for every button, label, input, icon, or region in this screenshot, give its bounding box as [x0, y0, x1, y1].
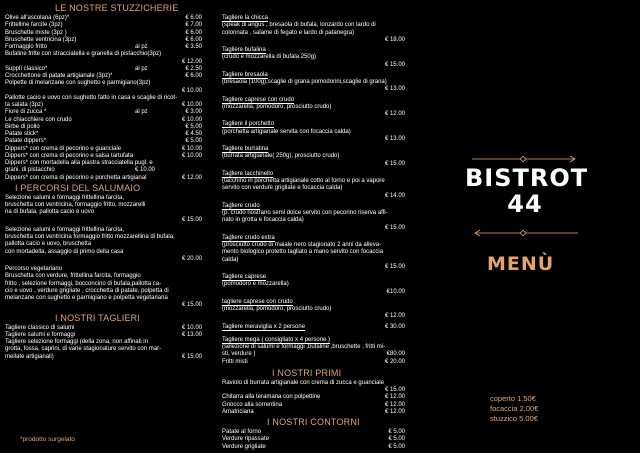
formaggi-line-text: grotta, fossa, caprini, di varie stagionature servito con mar- [5, 346, 162, 353]
menu-item [5, 146, 202, 153]
section-title-primi: I NOSTRI PRIMI [272, 367, 342, 378]
menu-item [222, 436, 405, 443]
menu-item [222, 402, 405, 409]
item-name: Frittelline farcite (3pz) [5, 22, 63, 29]
tagliere-price [222, 225, 405, 232]
tagliere-desc-text: (porchetta artigianale servita con focaccia calda) [222, 128, 351, 135]
tagliere-desc [222, 217, 405, 224]
tagliere-price [222, 86, 405, 93]
menu-item [5, 95, 202, 102]
item-price: € 15.00 [384, 160, 405, 167]
item-price: € 13.00 [384, 86, 405, 93]
item-unit: € 10.00 [135, 167, 156, 174]
section-title-taglieri: I NOSTRI TAGLIERI [55, 312, 141, 323]
item-name: Dippers* con crema di pecorino e salsa tartufata [5, 152, 134, 159]
item-price: € 10.00 [181, 324, 202, 331]
taglieri-list [5, 325, 202, 340]
mega-desc [222, 351, 405, 358]
salumaio-line-text: bruschetta con ventricina formaggio fritto mozzarellina di bufala, [5, 234, 175, 240]
arrow-ornament-bottom-icon [470, 229, 580, 237]
item-price: € 30.00 [384, 323, 405, 330]
salumaio-line [5, 266, 202, 273]
menu-column-left [5, 0, 202, 361]
salumaio-line [5, 195, 202, 202]
tagliere-desc [222, 22, 405, 29]
item-price: € 5.00 [388, 436, 405, 443]
menu-column-right [222, 0, 405, 451]
tagliere-desc [222, 129, 405, 136]
formaggi-line-text: mellate artigianali) [5, 353, 54, 360]
tagliere-desc [222, 178, 405, 185]
tagliere-title [222, 146, 405, 153]
tagliere-title [222, 121, 405, 128]
salumaio-block-3 [5, 266, 202, 310]
item-name: Verdure grigliate [222, 443, 266, 450]
menu-item [5, 124, 202, 131]
stuzzicherie-list [5, 15, 202, 182]
item-name: Gnocco alla sorrentina [222, 401, 283, 408]
item-name: Raviolo di burrata artigianale con crema di zucca e guanciale [222, 379, 385, 386]
menu-item [5, 117, 202, 124]
tagliere-desc-text: calda) [222, 256, 239, 263]
tagliere-desc-text: (speak di angus , bresaola di bufala, lonzardo con lardo di [222, 22, 376, 29]
item-price: € 12.00 [384, 401, 405, 408]
item-name: Bruschette ventricina (3pz) [5, 36, 77, 43]
salumaio-line-text: na di bufala, pallotta cacio e uovo [5, 209, 95, 216]
salumaio-block-2 [5, 227, 202, 263]
tagliere-desc-text: colonnata , salame di fegato e lardo di patanegra) [222, 29, 355, 36]
tagliere-title [222, 203, 405, 210]
tagliere-price [222, 161, 405, 168]
section-title-salumaio: I PERCORSI DEL SALUMAIO [15, 182, 141, 193]
salumaio-line-text: Selezione salumi e formaggi frittellina farcita, [5, 194, 125, 201]
tagliere-desc [222, 104, 405, 111]
tagliere-desc-text: (crudo e mozzarella di bufala 250g) [222, 54, 317, 61]
tagliere-price [222, 62, 405, 69]
item-price: € 6.00 [185, 15, 202, 21]
tagliere-price [222, 136, 405, 143]
item-name: Tagliere classico di salumi [5, 324, 75, 331]
menu-item [5, 22, 202, 29]
item-name: Le chiacchiere con crudo [5, 116, 72, 123]
item-price: € 12.00 [384, 313, 405, 320]
salumaio-line-text: fritto , selezione formaggi, bocconcino di bufala,pallotta ca- [5, 280, 162, 287]
tagliere-desc [222, 210, 405, 217]
salumaio-line [5, 249, 202, 256]
taglieri-right-list [222, 15, 405, 334]
salumaio-line [5, 288, 202, 295]
item-unit: al pz [135, 109, 148, 116]
item-price: € 10.00 [181, 102, 202, 108]
item-name: grani. di pistacchio [5, 167, 55, 174]
item-price: € 15.00 [384, 61, 405, 68]
tagliere-title [222, 235, 405, 242]
item-name: Dippers* con crema di pecorino e guanciale [5, 145, 122, 152]
item-price: € 14.00 [384, 192, 405, 199]
extra-focaccia: focaccia 2.00€ [490, 404, 539, 413]
menu-item [222, 387, 405, 394]
tagliere-title [222, 171, 405, 178]
tagliere-desc [222, 30, 405, 37]
tagliere-title-text: Tagliere bresaola [222, 71, 268, 78]
item-price: € 15.00 [384, 263, 405, 270]
mega-desc [222, 344, 405, 351]
menu-item [5, 51, 202, 58]
tagliere-desc-text: mento biologico protetto tagliato a mano servito con focaccia [222, 249, 384, 256]
salumaio-line-text: con mortadella, assaggio di primo della casa [5, 248, 124, 255]
item-name: Formaggio fritto [5, 44, 48, 50]
item-name: Pallotte cacio e uovo con sughetto fatto in casa e scaglie di ricot- [5, 94, 178, 101]
tagliere-title-text: Tagliere la chicca [222, 15, 269, 21]
brand-name: BISTROT [465, 164, 589, 192]
tagliere-desc [222, 153, 405, 160]
item-name: Fritti misti [222, 358, 248, 365]
tagliere-title [222, 47, 405, 54]
item-price: € 13.00 [181, 331, 202, 338]
item-price: € 3.00 [185, 109, 202, 116]
salumaio-block-1 [5, 195, 202, 224]
item-name: Patate stick* [5, 131, 39, 137]
salumaio-line [5, 281, 202, 288]
tagliere-price [222, 264, 405, 271]
item-name: Dippers* con crema di pecorino e porchetta artigianal [5, 174, 147, 181]
item-name: Bufaline fritte con stracciatella e granella di pistacchio(3pz) [5, 51, 162, 58]
mega-desc-text: (selezione di salumi e formaggi ,bufaline ,bruschette , fritti mi- [222, 344, 386, 350]
item-name: Bruschette miste (3pz ) [5, 29, 67, 36]
item-unit: al pz [135, 44, 148, 50]
item-name: Amatriciana [222, 408, 254, 415]
tagliere-desc [222, 257, 405, 264]
tagliere-title [222, 72, 405, 79]
tagliere-desc [222, 242, 405, 249]
item-price: € 10.00 [181, 152, 202, 159]
item-name: Dippers* con mortadella alla piastra stracciatella pugl. e [5, 160, 153, 166]
formaggi-line [5, 354, 202, 361]
mega-desc-text: sti, verdure ) [222, 351, 256, 358]
salumaio-line-text: Percorso vegetariano [5, 266, 63, 272]
item-price: € 12.00 [384, 408, 405, 415]
menu-item [5, 59, 202, 66]
tagliere-title [222, 299, 405, 306]
salumaio-line-text: Selezione salumi e formaggi frittellina farcita, [5, 226, 125, 233]
item-name: Supplì classico* [5, 65, 48, 72]
tagliere-desc-text: (pomodoro e mozzarella) [222, 281, 289, 288]
mega-title-text: Tagliere mega ( consigliato x 4 persone ) [222, 336, 331, 343]
menu-item [222, 394, 405, 401]
tagliere-desc [222, 306, 405, 313]
menu-item [5, 66, 202, 73]
menu-item [5, 167, 202, 174]
tagliere-title-text: Tagliere caprese con crudo [222, 96, 295, 103]
tagliere-desc-text: (mozzarella, pomodoro, prosciutto crudo) [222, 306, 332, 312]
menu-item [222, 409, 405, 416]
tagliere-desc-text: (burrata artigianale( 250g), prosciutto crudo) [222, 153, 340, 160]
menu-item [222, 444, 405, 451]
formaggi-line-text: Tagliere selezione formaggi (della zona, non affinati in [5, 339, 148, 345]
tagliere-desc-text: (mozzarella, pomodoro, prosciutto crudo) [222, 103, 332, 110]
tagliere-title [222, 97, 405, 104]
menu-item [5, 153, 202, 160]
salumaio-line [5, 209, 202, 216]
tagliere-price [222, 111, 405, 118]
menu-item [5, 138, 202, 145]
tagliere-title [222, 15, 405, 22]
tagliere-price [222, 193, 405, 200]
tagliere-formaggi-block [5, 339, 202, 361]
item-price: € 10.00 [181, 145, 202, 152]
salumaio-line-text: melanzane con sughetto e parmigiano e polpetta vegetariana [5, 295, 168, 301]
item-price: €80.00 [386, 351, 405, 358]
item-name: Crocchettone di patate artigianale (3pz)* [5, 73, 113, 79]
tagliere-title [222, 274, 405, 281]
item-name: Olive all'ascolana (6pz)* [5, 15, 70, 21]
tagliere-desc [222, 79, 405, 86]
menu-item [222, 429, 405, 436]
salumaio-price [5, 302, 202, 309]
menu-title: MENÙ [487, 253, 555, 275]
salumaio-line-text: pallotta cacio e uovo, bruschetta [5, 241, 92, 248]
tagliere-price [222, 313, 405, 320]
menu-item [5, 102, 202, 109]
extra-coperto: coperto 1.50€ [490, 394, 536, 403]
item-price: € 2.50 [185, 65, 202, 72]
tagliere-title-text: Tagliere burratina [222, 146, 269, 152]
menu-item [5, 73, 202, 80]
tagliere-desc-text: servito con verdure grigliate e focaccia calda) [222, 185, 343, 192]
tagliere-desc-text: (prosciutto crudo di maiale nero stagionato 2 anni da alleva- [222, 242, 382, 248]
item-name: Birbe di pollo [5, 123, 40, 130]
menu-item [5, 37, 202, 44]
item-price: € 13.00 [384, 135, 405, 142]
item-unit: al pz [135, 65, 148, 72]
tagliere-desc [222, 185, 405, 192]
salumaio-line [5, 273, 202, 280]
menu-item [5, 15, 202, 22]
item-price: € 5.00 [388, 443, 405, 450]
formaggi-line [5, 339, 202, 346]
item-price: € 20.00 [384, 358, 405, 365]
item-name: ta salata (3pz) [5, 102, 44, 108]
item-price: € 10.00 [181, 87, 202, 94]
tagliere-price [222, 37, 405, 44]
menu-item [5, 30, 202, 37]
tagliere-desc [222, 249, 405, 256]
salumaio-price [5, 256, 202, 263]
menu-item [5, 160, 202, 167]
tagliere-desc-text: (bresaola (100g),scaglie di grana pomodorini,scaglie di grana) [222, 79, 387, 85]
tagliere-desc [222, 54, 405, 61]
tagliere-desc-text: (tacchino in porchetta artigianale cotto al forno e poi a vapore [222, 178, 385, 184]
salumaio-line [5, 227, 202, 234]
item-price: € 10.00 [181, 116, 202, 123]
item-price: € 15.00 [181, 216, 202, 223]
formaggi-line [5, 346, 202, 353]
item-name: Chitarra alla teramana con polpettine [222, 394, 321, 401]
item-name: Polpette di melanzane con sughetto e parmigiano(3pz) [5, 80, 151, 87]
salumaio-line [5, 295, 202, 302]
fritti-row [222, 359, 405, 366]
menu-item [5, 44, 202, 51]
item-price: € 4.50 [185, 131, 202, 137]
menu-item [5, 332, 202, 339]
salumaio-line-text: cio e uovo , verdure grigliate , crocchetta di patate, polpetta di [5, 287, 169, 294]
salumaio-price [5, 217, 202, 224]
salumaio-line-text: Bruschetta con verdure, frittellina farcita, formaggio [5, 273, 141, 280]
menu-item [5, 109, 202, 116]
item-price: € 3.50 [185, 44, 202, 50]
item-price: € 20.00 [181, 255, 202, 262]
extras-list [490, 394, 538, 424]
tagliere-desc [222, 281, 405, 288]
item-price: € 18.00 [384, 36, 405, 43]
salumaio-line-text: bruschetta con ventricina, formaggio fritto, mozzarelli [5, 202, 146, 208]
item-price: € 6.00 [185, 73, 202, 79]
salumaio-line [5, 241, 202, 248]
tagliere-desc-text: (p. crudo nostrano semi dolce servito con pecorino riserva affi- [222, 210, 388, 216]
brand-logo [465, 150, 589, 218]
item-price: € 15.00 [181, 353, 202, 360]
tagliere-title [222, 324, 405, 331]
item-price: € 12.00 [181, 58, 202, 65]
salumaio-line [5, 234, 202, 241]
tagliere-price [222, 289, 405, 296]
menu-item [5, 175, 202, 182]
menu-item [222, 380, 405, 387]
item-name: Tagliere salumi e formaggi [5, 331, 76, 338]
brand-number: 44 [507, 190, 543, 218]
tagliere-title-text: Tagliere meraviglia x 2 persone [222, 323, 306, 330]
item-price: € 6.00 [185, 36, 202, 43]
section-title-contorni: I NOSTRI CONTORNI [267, 417, 360, 427]
section-title-stuzzicherie: LE NOSTRE STUZZICHERIE [55, 3, 179, 13]
item-name: Verdure ripassate [222, 436, 270, 443]
menu-item [5, 325, 202, 332]
item-price: € 5.00 [185, 123, 202, 130]
item-price: € 6.00 [185, 29, 202, 36]
tagliere-desc-text: nato in grotta e focaccia calda) [222, 217, 304, 224]
item-price: € 15.00 [181, 302, 202, 309]
tagliere-title-text: tagliere caprese con crudo [222, 298, 293, 305]
item-price: € 12.00 [384, 111, 405, 117]
salumaio-line [5, 202, 202, 209]
item-price: € 7.00 [185, 22, 202, 29]
tagliere-title-text: Tagliere crudo [222, 202, 260, 209]
tagliere-title-text: Tagliere tacchinello [222, 170, 274, 177]
mega-title [222, 337, 405, 344]
tagliere-title-text: Tagliere crudo extra [222, 234, 275, 241]
item-price: € 12.00 [181, 174, 202, 181]
item-price: € 12.00 [384, 394, 405, 401]
item-price: € 5.00 [388, 429, 405, 435]
item-name: Patate dippers* [5, 138, 47, 145]
item-price: €10.00 [386, 288, 405, 295]
menu-item [5, 131, 202, 138]
tagliere-mega-block [222, 337, 405, 366]
item-price: € 5.00 [185, 138, 202, 145]
frozen-product-note: *prodotto surgelato [20, 436, 75, 443]
primi-list [222, 380, 405, 416]
item-price: € 15.00 [384, 387, 405, 393]
extra-stuzzico: stuzzico 5.00€ [490, 414, 538, 423]
tagliere-title-text: Tagliere bufalina [222, 47, 266, 53]
contorni-list [222, 429, 405, 451]
item-name: Fiore di zucca * [5, 109, 47, 116]
item-name: Patate al forno [222, 429, 262, 435]
tagliere-title-text: Tagliere caprese [222, 274, 267, 280]
menu-item [5, 88, 202, 95]
menu-item [5, 80, 202, 87]
item-price: € 15.00 [384, 224, 405, 231]
tagliere-title-text: Tagliere il porchetto [222, 121, 275, 128]
